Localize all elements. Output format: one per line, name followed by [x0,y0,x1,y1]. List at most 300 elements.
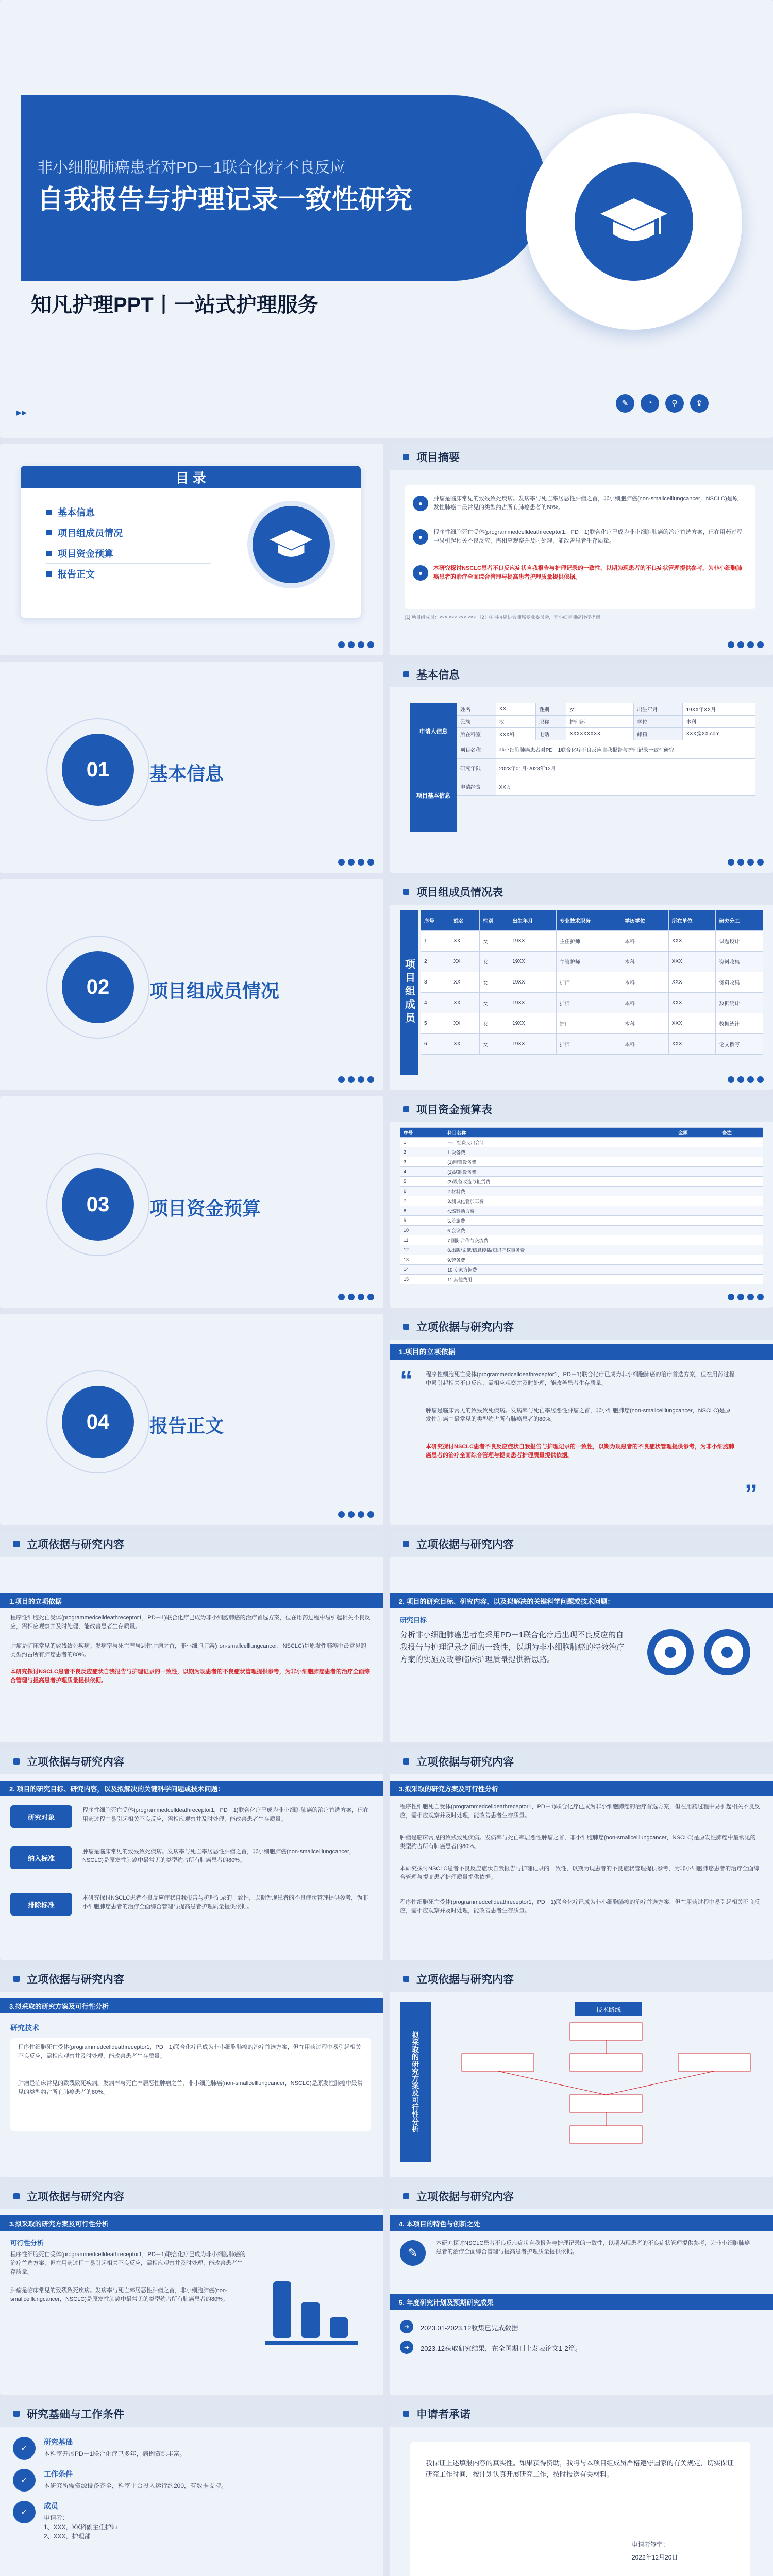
table-cell: 7 [400,1196,444,1206]
table-cell [719,1187,763,1196]
plan-item-2: 2023.12获取研究结果，在全国期刊上发表论文1-2篇。 [421,2345,582,2352]
table-cell: 2023年01月-2023年12月 [496,759,755,777]
table-cell: 护师 [556,993,621,1013]
table-cell: 论文撰写 [716,1034,763,1055]
table-cell: 8.出版/文献/信息传播/知识产权事务费 [444,1245,675,1255]
table-cell: 学位 [634,716,683,728]
bullet-icon: ● [413,529,428,545]
bullet-icon: ● [413,496,428,511]
column-header: 研究分工 [716,910,763,931]
table-row [400,1196,763,1206]
table-row [400,1216,763,1226]
table-cell: XX [450,931,480,952]
table-cell: XXX [668,1013,716,1034]
table-cell [675,1245,719,1255]
table-row [457,728,755,740]
toc-item[interactable]: 项目组成员情况 [46,522,211,543]
basis-header: 立项依据与研究内容 [0,2183,383,2209]
criteria-exclude: 排除标准 [10,1893,72,1916]
target-icon [704,1629,750,1675]
table-cell: 14 [400,1265,444,1275]
table-cell: 电话 [535,728,566,740]
table-cell [675,1138,719,1147]
table-row [400,1275,763,1284]
feasibility-subtitle: 可行性分析 [10,2239,44,2247]
cover-slide [0,0,773,438]
table-cell: XXX [668,972,716,993]
tech-text-b: 肿瘤是临床常见的致残致死疾病。发病率与死亡率居恶性肿瘤之首，非小细胞肺癌(non-smallcelllungcancer，NSCLC)是原发性肺癌中最常见的类型约占所有肺癌患者的80%。 [18,2080,363,2095]
table-cell [719,1255,763,1265]
plan-text-b: 肿瘤是临床常见的致残致死疾病。发病率与死亡率居恶性肿瘤之首，非小细胞肺癌(non-smallcelllungcancer，NSCLC)是原发性肺癌中最常见的类型约占所有肺癌患者的80%。 [400,1835,756,1850]
table-cell: 职称 [535,716,566,728]
table-cell: 性别 [535,703,566,716]
table-cell: 19XX [509,931,557,952]
nav-dots [728,859,764,866]
summary-footnote: [1] 项目组成员：××× ××× ××× ××× ［2］中国抗癌协会肺癌专业委员会，非小细胞肺癌诊疗指南 [405,615,600,620]
promise-slide [390,2401,773,2576]
basis-slide-1 [390,1314,773,1525]
section-title: 报告正文 [149,1415,224,1436]
table-row [400,1255,763,1265]
toc-bullet-icon [46,571,52,577]
basis-p2: 肿瘤是临床常见的致残致死疾病。发病率与死亡率居恶性肿瘤之首，非小细胞肺癌(non-smallcelllungcancer，NSCLC)是原发性肺癌中最常见的类型约占所有肺癌患者的80%。 [426,1408,731,1422]
work-item [13,2469,374,2492]
table-cell: (1)购置设备费 [444,1157,675,1167]
basis-p3: 本研究探讨NSCLC患者不良反应症状自我报告与护理记录的一致性，以期为现患者的不良症状管理提供参考，为非小细胞肺癌患者的治疗全面综合管理与提高患者护理质量提供依据。 [426,1444,734,1459]
basis-header: 立项依据与研究内容 [0,1966,383,1992]
section-number: 03 [62,1168,134,1241]
work-item-label: 研究基础 [44,2438,73,2446]
table-cell: 15 [400,1275,444,1284]
table-row [400,1157,763,1167]
share-icon: ⇪ [690,394,709,413]
table-row [421,931,763,952]
table-cell: 3 [400,1157,444,1167]
step-icon: ➔ [400,2320,413,2333]
basis-text-c: 本研究探讨NSCLC患者不良反应症状自我报告与护理记录的一致性，以期为现患者的不良症状管理提供参考，为非小细胞肺癌患者的治疗全面综合管理与提高患者护理质量提供依据。 [10,1669,370,1684]
table-cell [675,1167,719,1177]
basic-header [390,662,773,687]
table-cell: 19XX [509,1013,557,1034]
plan-slide [390,1749,773,1960]
basis-bar-1: 1.项目的立项依据 [390,1344,773,1360]
table-cell [719,1226,763,1235]
table-cell: 资料收集 [716,952,763,972]
column-header: 备注 [719,1128,763,1138]
table-cell [719,1177,763,1187]
section-number: 01 [62,734,134,806]
nav-dots [728,1076,764,1083]
goal-text: 分析非小细胞肺癌患者在采用PD－1联合化疗后出现不良反应的自我报告与护理记录之间的一致性，以期为非小细胞肺癌的特效治疗方案的实施及改善临床护理质量提供新思路。 [400,1631,625,1664]
table-cell [675,1187,719,1196]
bullet-icon: ● [413,565,428,581]
table-cell: 本科 [621,1013,669,1034]
budget-table [400,1127,763,1284]
table-cell: XX [450,1034,480,1055]
section-04-slide [0,1314,383,1525]
basis-slide-2 [0,1531,383,1742]
basis-header: 立项依据与研究内容 [390,1749,773,1774]
work-item-text: 本研究所需资源设备齐全，科室平台投入运行约200，有数据支持。 [44,2482,228,2489]
table-cell [719,1138,763,1147]
table-cell: 9 [400,1216,444,1226]
work-item-icon: ✓ [13,2469,36,2492]
table-cell [719,1147,763,1157]
table-cell: 项目名称 [457,740,496,759]
applicant-label: 申请人信息 [410,703,457,759]
table-cell: 本科 [621,931,669,952]
table-cell: 19XX年XX月 [683,703,755,716]
table-cell: 女 [480,993,509,1013]
basis-header: 立项依据与研究内容 [390,2183,773,2209]
table-cell [675,1196,719,1206]
table-row [457,703,755,716]
table-cell [675,1255,719,1265]
section-title: 基本信息 [149,763,224,784]
table-cell [719,1245,763,1255]
work-item-text: 本科室开展PD－1联合化疗已多年，病例资源丰富。 [44,2450,186,2458]
basis-header: 立项依据与研究内容 [390,1314,773,1340]
criteria-exclude-text: 本研究探讨NSCLC患者不良反应症状自我报告与护理记录的一致性，以期为现患者的不良症状管理提供参考，为非小细胞肺癌患者的治疗全面综合管理与提高患者护理质量提供依据。 [82,1895,368,1910]
table-row [421,993,763,1013]
column-header: 序号 [400,1128,444,1138]
table-cell: 3.测试化验加工费 [444,1196,675,1206]
plan-text-c: 本研究探讨NSCLC患者不良反应症状自我报告与护理记录的一致性，以期为现患者的不良症状管理提供参考，为非小细胞肺癌患者的治疗全面综合管理与提高患者护理质量提供依据。 [400,1866,760,1880]
summary-slide [390,444,773,655]
table-row [400,1177,763,1187]
quote-close-icon: ” [745,1479,758,1508]
table-cell: 主管护师 [556,952,621,972]
table-cell: 2 [421,952,450,972]
flow-side-label: 拟采取的研究方案及可行性分析 [400,2002,431,2162]
bar-chart-icon [263,2261,366,2348]
nav-dots [338,1294,374,1300]
members-slide [390,879,773,1090]
criteria-include: 纳入标准 [10,1846,72,1869]
table-cell: 11.其他费用 [444,1275,675,1284]
table-cell: XXX [668,952,716,972]
chart-icon: ◔ [641,394,659,413]
table-cell [675,1216,719,1226]
tech-subtitle: 研究技术 [10,2024,39,2032]
goal-slide [390,1531,773,1742]
basic-title: 基本信息 [416,669,460,681]
graduation-cap-icon [253,506,330,583]
feasibility-text: 程序性细胞死亡受体(programmedcelldeathreceptor1，PD－1)联合化疗已成为非小细胞肺癌的治疗首选方案，但在用药过程中易引起相关不良反应，需相应观察并及时处理，能改善患者生存质量。 [10,2251,246,2275]
table-cell: 4 [421,993,450,1013]
plan-bar: 3.拟采取的研究方案及可行性分析 [390,1781,773,1796]
basis-header: 立项依据与研究内容 [0,1749,383,1774]
table-cell [675,1275,719,1284]
table-cell: XXXXXXXXX [566,728,634,740]
table-cell: 10 [400,1226,444,1235]
nav-dots [728,1294,764,1300]
section-02-slide [0,879,383,1090]
table-cell: 12 [400,1245,444,1255]
target-icon [647,1629,694,1675]
work-item-text: 申请者： 1、XXX，XX科副主任护师 2、XXX，护理部 [44,2514,117,2540]
basis-text-b: 肿瘤是临床常见的致残致死疾病。发病率与死亡率居恶性肿瘤之首，非小细胞肺癌(non-smallcelllungcancer，NSCLC)是原发性肺癌中最常见的类型约占所有肺癌患者的80%。 [10,1643,366,1658]
table-cell [675,1206,719,1216]
table-cell [719,1206,763,1216]
goal-bar: 2. 项目的研究目标、研究内容，以及拟解决的关键科学问题或技术问题： [390,1593,773,1608]
section-01-slide [0,662,383,873]
column-header: 专业技术职务 [556,910,621,931]
table-cell: 所在科室 [457,728,496,740]
table-row [457,759,755,777]
table-cell [675,1265,719,1275]
feasibility-bar: 3.拟采取的研究方案及可行性分析 [0,2215,383,2231]
table-cell: 6.会议费 [444,1226,675,1235]
table-cell: 汉 [496,716,535,728]
table-cell [719,1196,763,1206]
table-row [457,777,755,796]
table-cell: 9.劳务费 [444,1255,675,1265]
criteria-subjects-text: 程序性细胞死亡受体(programmedcelldeathreceptor1，PD－1)联合化疗已成为非小细胞肺癌的治疗首选方案，但在用药过程中易引起相关不良反应，需相应观察并及时处理，能改善患者生存质量。 [82,1807,369,1822]
table-cell: 女 [480,952,509,972]
work-item-label: 成员 [44,2502,58,2510]
basic-info-slide [390,662,773,873]
lightbulb-icon: ✎ [400,2240,426,2266]
column-header: 科目名称 [444,1128,675,1138]
summary-header [390,444,773,470]
table-cell: 本科 [683,716,755,728]
section-03-slide [0,1096,383,1308]
work-list [13,2437,374,2550]
flow-diagram [441,2018,761,2162]
toc-title: 目 录 [21,466,361,488]
flow-title: 技术路线 [575,2002,642,2016]
table-cell: XXX科 [496,728,535,740]
members-title: 项目组成员情况表 [416,887,503,899]
table-row [400,1245,763,1255]
plan-text-d: 程序性细胞死亡受体(programmedcelldeathreceptor1，PD－1)联合化疗已成为非小细胞肺癌的治疗首选方案，但在用药过程中易引起相关不良反应，需相应观察并及时处理，能改善患者生存质量。 [400,1899,760,1914]
table-row [400,1167,763,1177]
column-header: 所在单位 [668,910,716,931]
innovation-bar: 4. 本项目的特色与创新之处 [390,2215,773,2231]
table-cell [719,1167,763,1177]
table-cell: 资料收集 [716,972,763,993]
nav-dots [338,859,374,866]
table-cell: XX万 [496,777,755,796]
table-cell: 10.专家咨询费 [444,1265,675,1275]
summary-p3: 本研究探讨NSCLC患者不良反应症状自我报告与护理记录的一致性，以期为现患者的不良症状管理提供参考，为非小细胞肺癌患者的治疗全面综合管理与提高患者护理质量提供依据。 [433,565,742,580]
basis-bar-1b: 1.项目的立项依据 [0,1593,383,1608]
table-cell: 女 [480,1013,509,1034]
table-cell: XXX [668,931,716,952]
table-cell: 申请经费 [457,777,496,796]
edit-icon: ✎ [616,394,634,413]
tech-slide [0,1966,383,2177]
link-icon: ⚲ [665,394,684,413]
nav-dots [338,1511,374,1518]
table-cell: (3)设备改造与租赁费 [444,1177,675,1187]
table-cell: 姓名 [457,703,496,716]
table-cell: XX [450,1013,480,1034]
work-slide [0,2401,383,2576]
table-row [421,952,763,972]
table-cell: 4.燃料动力费 [444,1206,675,1216]
table-cell: 课题设计 [716,931,763,952]
column-header: 学历学位 [621,910,669,931]
table-cell: XXX@XX.com [683,728,755,740]
graduation-cap-icon [575,162,693,281]
work-item-icon: ✓ [13,2437,36,2460]
table-cell: XXX [668,1034,716,1055]
table-row [421,1013,763,1034]
flow-slide [390,1966,773,2177]
table-cell: 1 [400,1138,444,1147]
cover-arrows: ▸▸ [16,407,27,418]
table-row [421,1034,763,1055]
column-header: 出生年月 [509,910,557,931]
basis-header: 立项依据与研究内容 [390,1966,773,1992]
nav-dots [338,1076,374,1083]
table-cell: XX [450,952,480,972]
criteria-include-text: 肿瘤是临床常见的致残致死疾病。发病率与死亡率居恶性肿瘤之首，非小细胞肺癌(non-smallcelllungcancer，NSCLC)是原发性肺癌中最常见的类型约占所有肺癌患者的80%。 [82,1849,355,1863]
table-cell: 5.差旅费 [444,1216,675,1226]
table-row [400,1187,763,1196]
plan-text-a: 程序性细胞死亡受体(programmedcelldeathreceptor1，PD－1)联合化疗已成为非小细胞肺癌的治疗首选方案，但在用药过程中易引起相关不良反应，需相应观察并及时处理，能改善患者生存质量。 [400,1804,760,1819]
promise-sign: 申请者签字： [632,2541,669,2548]
table-cell: XX [496,703,535,716]
project-label: 项目基本信息 [410,759,457,832]
innovation-slide [390,2183,773,2395]
criteria-subjects: 研究对象 [10,1805,72,1828]
table-cell: 护理部 [566,716,634,728]
table-cell: 本科 [621,993,669,1013]
table-cell [719,1216,763,1226]
work-item [13,2437,374,2460]
budget-slide [390,1096,773,1308]
column-header: 姓名 [450,910,480,931]
budget-title: 项目资金预算表 [416,1104,492,1116]
basis-text-a: 程序性细胞死亡受体(programmedcelldeathreceptor1，PD－1)联合化疗已成为非小细胞肺癌的治疗首选方案，但在用药过程中易引起相关不良反应，需相应观察并及时处理，能改善患者生存质量。 [10,1615,371,1630]
basis-p1: 程序性细胞死亡受体(programmedcelldeathreceptor1，PD－1)联合化疗已成为非小细胞肺癌的治疗首选方案，但在用药过程中易引起相关不良反应，需相应观察并及时处理，能改善患者生存质量。 [426,1371,735,1386]
table-row [400,1226,763,1235]
table-cell: 民族 [457,716,496,728]
tech-text-a: 程序性细胞死亡受体(programmedcelldeathreceptor1，PD－1)联合化疗已成为非小细胞肺癌的治疗首选方案，但在用药过程中易引起相关不良反应，需相应观察并及时处理，能改善患者生存质量。 [18,2044,361,2059]
table-cell: 数据统计 [716,1013,763,1034]
table-cell: 2 [400,1147,444,1157]
table-cell: 8 [400,1206,444,1216]
table-row [400,1206,763,1216]
work-item-label: 工作条件 [44,2470,73,2478]
table-row [421,972,763,993]
nav-dots [728,641,764,648]
table-cell [675,1147,719,1157]
criteria-slide [0,1749,383,1960]
table-row [400,1147,763,1157]
table-cell: 本科 [621,952,669,972]
members-table [421,910,763,1055]
annual-plan-bar: 5. 年度研究计划及预期研究成果 [390,2294,773,2310]
table-cell: 主任护师 [556,931,621,952]
goal-subtitle: 研究目标 [400,1616,427,1624]
table-cell: (2)试制设备费 [444,1167,675,1177]
toc-item[interactable]: 基本信息 [46,502,211,522]
table-cell: 本科 [621,1034,669,1055]
step-icon: ➔ [400,2341,413,2354]
work-item [13,2501,374,2541]
table-row [400,1265,763,1275]
basic-table [457,703,755,796]
budget-header [390,1096,773,1122]
innovation-text: 本研究探讨NSCLC患者不良反应症状自我报告与护理记录的一致性，以期为现患者的不良症状管理提供参考，为非小细胞肺癌患者的治疗全面综合管理与提高患者护理质量提供依据。 [436,2240,750,2255]
table-cell: XXX [668,993,716,1013]
nav-dots [338,641,374,648]
table-cell: 7.国际合作与交流费 [444,1235,675,1245]
column-header: 序号 [421,910,450,931]
table-cell: 1 [421,931,450,952]
toc-item[interactable]: 项目资金预算 [46,543,211,564]
table-cell [675,1226,719,1235]
toc-item[interactable]: 报告正文 [46,564,211,584]
table-cell: 出生年月 [634,703,683,716]
table-cell: 护师 [556,972,621,993]
members-side-label: 项目组成员 [400,910,418,1075]
table-cell: 一、经费支出合计 [444,1138,675,1147]
promise-header: 申请者承诺 [390,2401,773,2427]
table-cell: 数据统计 [716,993,763,1013]
table-cell: 护师 [556,1013,621,1034]
column-header: 性别 [480,910,509,931]
section-title: 项目组成员情况 [149,980,280,1002]
cover-brand: 知凡护理PPT丨一站式护理服务 [31,294,318,316]
table-cell: XX [450,993,480,1013]
table-cell: 护师 [556,1034,621,1055]
table-cell [675,1177,719,1187]
table-cell [719,1157,763,1167]
members-header [390,879,773,905]
table-cell: 6 [421,1034,450,1055]
tech-bar: 3.拟采取的研究方案及可行性分析 [0,1998,383,2013]
table-header-row [421,910,763,931]
basis-header: 立项依据与研究内容 [0,1531,383,1557]
table-cell: 11 [400,1235,444,1245]
toc-list [46,502,211,584]
table-cell: 女 [566,703,634,716]
table-row [400,1138,763,1147]
cover-subtitle: 非小细胞肺癌患者对PD－1联合化疗不良反应 [37,159,346,176]
table-cell: 6 [400,1187,444,1196]
toc-bullet-icon [46,510,52,515]
table-cell [675,1235,719,1245]
table-cell: 19XX [509,952,557,972]
table-cell: 研究年限 [457,759,496,777]
summary-p2: 程序性细胞死亡受体(programmedcelldeathreceptor1，PD－1)联合化疗已成为非小细胞肺癌的治疗首选方案，但在用药过程中易引起相关不良反应，需相应观察并及时处理，能改善患者生存质量。 [433,529,743,544]
table-cell: 19XX [509,993,557,1013]
quote-open-icon: “ [400,1366,413,1395]
column-header: 金额 [675,1128,719,1138]
table-row [457,740,755,759]
table-cell: 本科 [621,972,669,993]
toc-slide [0,444,383,655]
table-cell: 5 [400,1177,444,1187]
table-cell: 4 [400,1167,444,1177]
cover-title: 自我报告与护理记录一致性研究 [37,185,413,215]
table-cell: 邮箱 [634,728,683,740]
table-cell: 女 [480,972,509,993]
table-header-row [400,1128,763,1138]
table-row [400,1235,763,1245]
table-row [457,716,755,728]
cover-icon-row [616,394,709,413]
table-cell: 19XX [509,1034,557,1055]
summary-p1: 肿瘤是临床常见的致残致死疾病。发病率与死亡率居恶性肿瘤之首，非小细胞肺癌(non-smallcelllungcancer，NSCLC)是原发性肺癌中最常见的类型约占所有肺癌患者的80%。 [433,496,738,511]
table-cell: 女 [480,931,509,952]
section-number: 02 [62,951,134,1023]
